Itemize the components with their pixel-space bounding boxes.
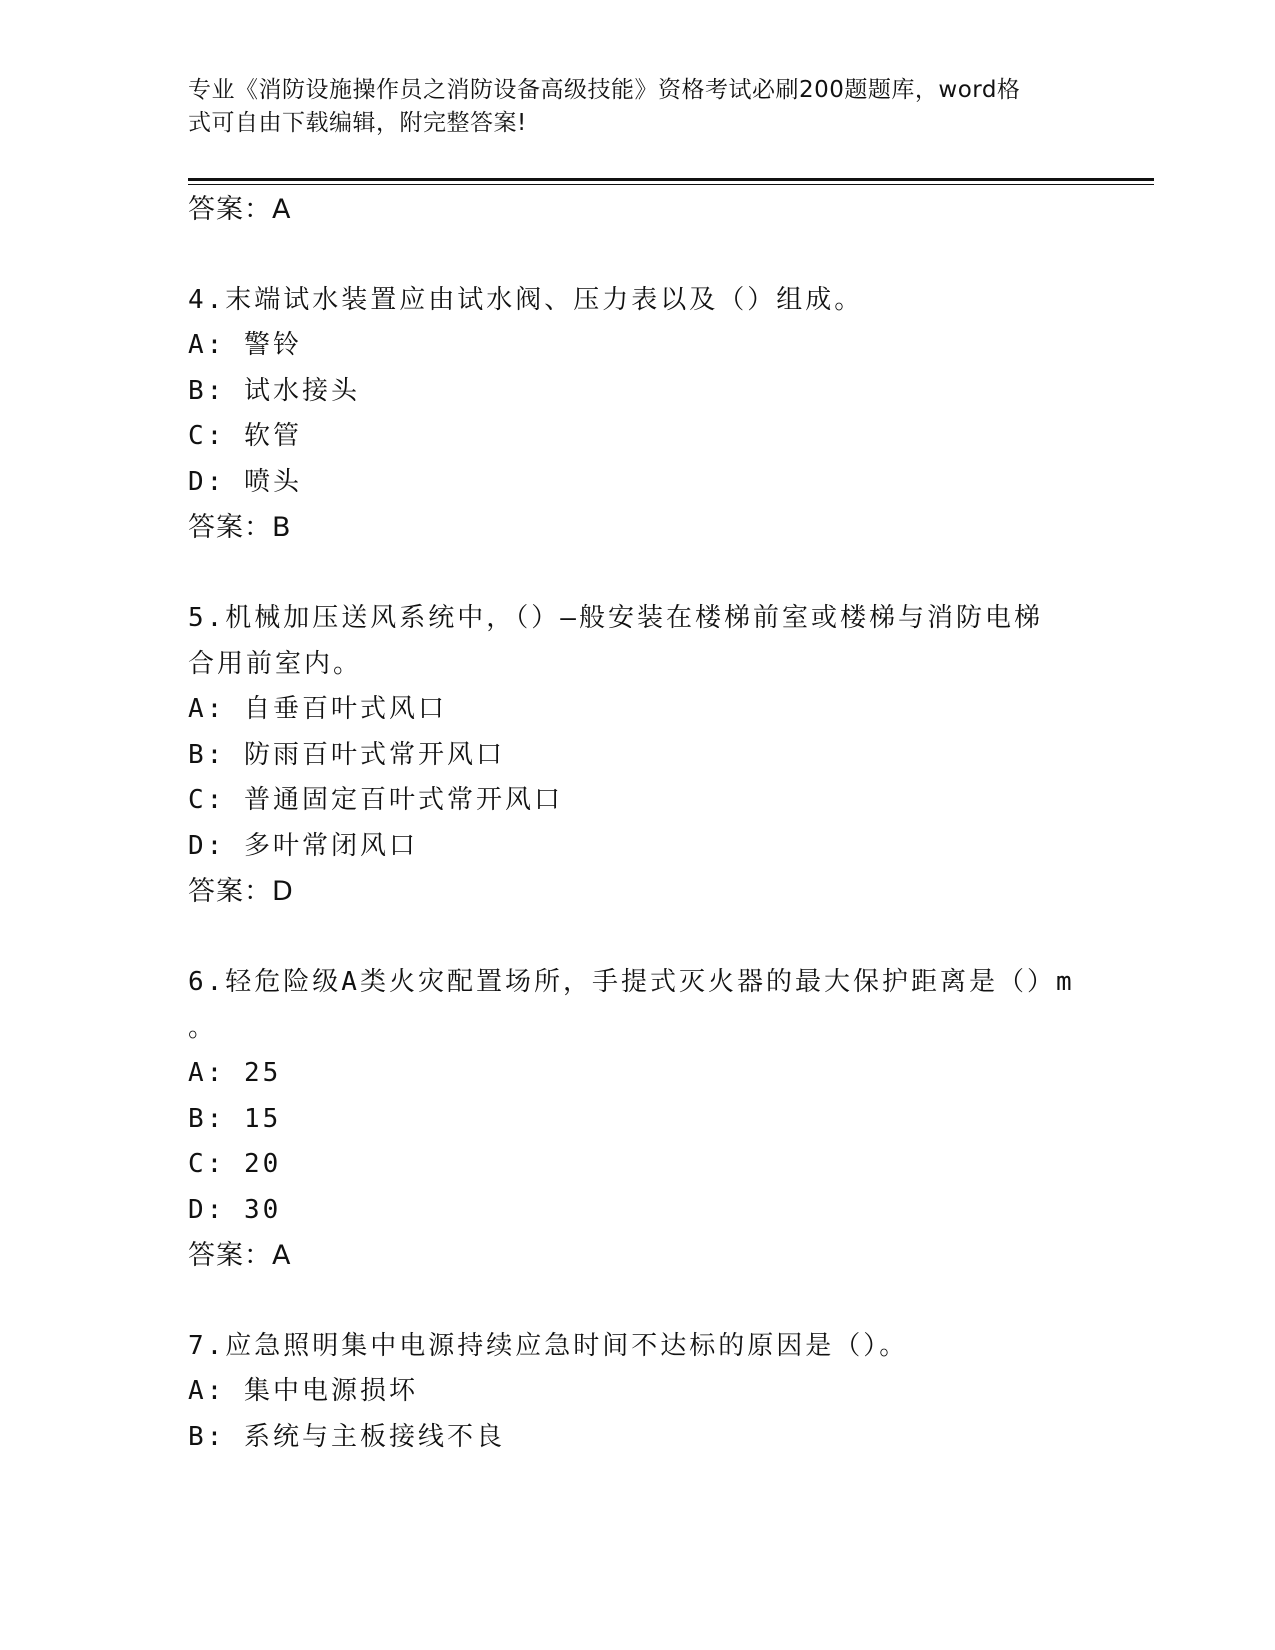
spacer (188, 915, 1088, 959)
option-b: B: 15 (188, 1103, 282, 1134)
document-header (188, 74, 1088, 140)
question-text: 6.轻危险级A类火灾配置场所，手提式灭火器的最大保护距离是（）m (188, 967, 1075, 997)
option-c: C: 软管 (188, 421, 302, 451)
question-list (188, 187, 1088, 1460)
question-text-continued: 。 (188, 1013, 218, 1043)
answer-line: 答案：A (188, 194, 292, 225)
option-d: D: 30 (188, 1194, 282, 1225)
header-line-2: 式可自由下载编辑，附完整答案! (188, 110, 527, 136)
answer-line: 答案：A (188, 1240, 292, 1271)
header-rule-thick (188, 178, 1154, 181)
spacer (188, 233, 1088, 277)
spacer (188, 1279, 1088, 1323)
question-block (188, 1323, 1088, 1460)
question-block (188, 277, 1088, 551)
question-block (188, 959, 1088, 1279)
option-c: C: 普通固定百叶式常开风口 (188, 785, 563, 815)
option-b: B: 防雨百叶式常开风口 (188, 739, 505, 770)
question-block (188, 595, 1088, 915)
option-a: A: 25 (188, 1058, 282, 1088)
question-text: 5.机械加压送风系统中，（）—般安装在楼梯前室或楼梯与消防电梯 (188, 603, 1043, 633)
question-text: 7.应急照明集中电源持续应急时间不达标的原因是（）。 (188, 1331, 909, 1361)
question-text-continued: 合用前室内。 (188, 649, 363, 679)
header-line-1: 专业《消防设施操作员之消防设备高级技能》资格考试必刷200题题库，word格 (188, 77, 1021, 103)
option-a: A: 自垂百叶式风口 (188, 694, 447, 724)
option-c: C: 20 (188, 1149, 282, 1179)
option-d: D: 多叶常闭风口 (188, 830, 418, 861)
option-b: B: 试水接头 (188, 375, 360, 406)
option-a: A: 警铃 (188, 330, 302, 360)
question-text: 4.末端试水装置应由试水阀、压力表以及（）组成。 (188, 285, 864, 315)
option-d: D: 喷头 (188, 466, 302, 497)
answer-line: 答案：D (188, 876, 294, 907)
option-b: B: 系统与主板接线不良 (188, 1421, 505, 1452)
option-a: A: 集中电源损坏 (188, 1376, 418, 1406)
spacer (188, 551, 1088, 595)
header-rule-thin (188, 184, 1154, 185)
answer-line: 答案：B (188, 512, 292, 543)
